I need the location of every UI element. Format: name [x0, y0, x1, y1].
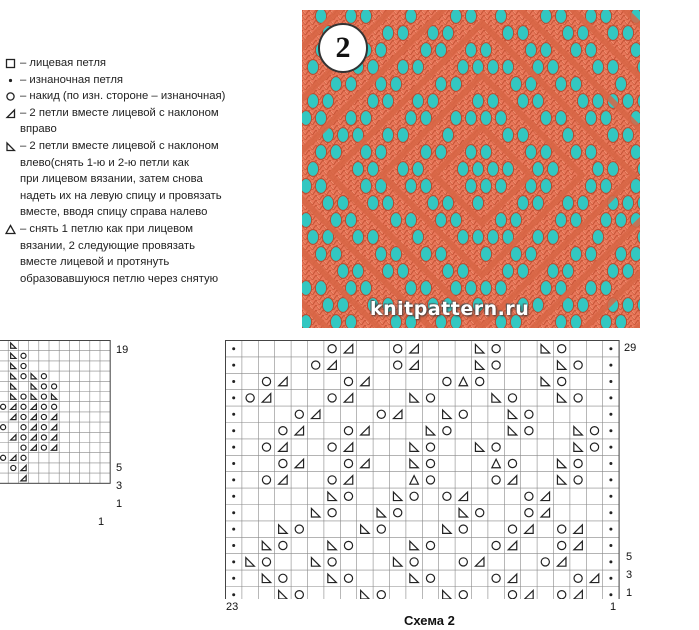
yarn-over-symbol	[525, 492, 533, 500]
k2tog-right-symbol	[344, 476, 353, 485]
small-chart-stitch-1: 1	[98, 516, 105, 528]
yarn-over-symbol	[295, 410, 303, 418]
k2tog-left-symbol	[475, 443, 484, 452]
purl-symbol	[609, 396, 612, 399]
yarn-over-symbol	[508, 394, 516, 402]
k2tog-left-symbol	[557, 394, 566, 403]
k2tog-right-symbol	[11, 414, 16, 419]
yarn-over-symbol	[525, 427, 533, 435]
k2tog-left-symbol	[410, 459, 419, 468]
k2tog-right-symbol	[541, 508, 550, 517]
k2tog-right-symbol	[51, 435, 56, 440]
k2tog-left-symbol	[541, 377, 550, 386]
small-chart-row-19: 19	[116, 344, 129, 356]
purl-symbol	[609, 364, 612, 367]
yarn-over-symbol	[492, 443, 500, 451]
purl-symbol	[232, 396, 235, 399]
yarn-over-symbol	[426, 541, 434, 549]
k2tog-left-symbol	[11, 394, 16, 399]
k2tog-left-symbol	[311, 508, 320, 517]
k2tog-right-symbol	[525, 525, 534, 534]
legend-text: – изнаночная петля	[20, 73, 124, 86]
yarn-over-symbol	[410, 558, 418, 566]
legend-text: – 2 петли вместе лицевой с наклоном вправо	[20, 106, 219, 136]
k2tog-right-symbol	[410, 344, 419, 353]
yarn-over-symbol	[262, 476, 270, 484]
purl-symbol	[609, 528, 612, 531]
k2tog-left-symbol	[557, 459, 566, 468]
k2tog-left-symbol	[377, 508, 386, 517]
yarn-over-symbol	[590, 443, 598, 451]
purl-symbol	[232, 544, 235, 547]
yarn-over-symbol	[52, 404, 57, 409]
k2tog-left-symbol	[11, 374, 16, 379]
purl-symbol	[609, 380, 612, 383]
k2tog-right-symbol	[279, 443, 288, 452]
k2tog-right-symbol	[459, 492, 468, 501]
yarn-over-symbol	[492, 574, 500, 582]
yarn-over-symbol	[21, 445, 26, 450]
k2tog-left-symbol	[328, 541, 337, 550]
k2tog-left-symbol	[11, 343, 16, 348]
yarn-over-symbol	[410, 492, 418, 500]
k2tog-right-symbol	[508, 541, 517, 550]
k2tog-left-symbol	[443, 410, 452, 419]
yarn-over-icon	[4, 88, 17, 102]
k2tog-right-symbol	[31, 404, 36, 409]
main-chart-row-3: 3	[626, 569, 633, 581]
yarn-over-symbol	[279, 427, 287, 435]
yarn-over-symbol	[492, 345, 500, 353]
yarn-over-symbol	[443, 492, 451, 500]
yarn-over-symbol	[508, 525, 516, 533]
legend-item	[4, 72, 294, 89]
purl-symbol	[232, 347, 235, 350]
k2tog-right-symbol	[31, 425, 36, 430]
legend-item	[4, 105, 294, 138]
k2tog-left-symbol	[31, 374, 36, 379]
yarn-over-symbol	[41, 425, 46, 430]
double-decrease-symbol	[410, 476, 419, 485]
k2tog-right-symbol	[344, 344, 353, 353]
yarn-over-symbol	[41, 404, 46, 409]
k2tog-left-symbol	[410, 443, 419, 452]
k2tog-right-symbol	[11, 404, 16, 409]
purl-symbol	[232, 593, 235, 596]
yarn-over-symbol	[41, 394, 46, 399]
purl-symbol	[609, 511, 612, 514]
yarn-over-symbol	[1, 425, 6, 430]
k2tog-left-symbol	[31, 394, 36, 399]
yarn-over-symbol	[525, 509, 533, 517]
yarn-over-symbol	[476, 509, 484, 517]
small-chart-row-1: 1	[116, 498, 123, 510]
yarn-over-symbol	[541, 558, 549, 566]
k2tog-right-symbol	[590, 574, 599, 583]
k2tog-right-symbol	[557, 558, 566, 567]
yarn-over-symbol	[558, 525, 566, 533]
k2tog-left-symbol	[541, 344, 550, 353]
k2tog-right-symbol	[31, 445, 36, 450]
yarn-over-symbol	[377, 410, 385, 418]
yarn-over-symbol	[312, 361, 320, 369]
k2tog-left-symbol	[410, 574, 419, 583]
yarn-over-symbol	[558, 345, 566, 353]
legend-item	[4, 138, 294, 221]
yarn-over-symbol	[21, 353, 26, 358]
yarn-over-symbol	[328, 558, 336, 566]
photo-number-badge: 2	[318, 23, 368, 73]
k2tog-left-symbol	[574, 426, 583, 435]
yarn-over-symbol	[262, 443, 270, 451]
yarn-over-symbol	[21, 374, 26, 379]
chart-caption: Схема 2	[404, 613, 455, 628]
purl-symbol	[609, 446, 612, 449]
small-chart-row-3: 3	[116, 480, 123, 492]
yarn-over-symbol	[295, 525, 303, 533]
yarn-over-symbol	[574, 394, 582, 402]
k2tog-right-symbol	[295, 426, 304, 435]
purl-symbol	[232, 495, 235, 498]
k2tog-right-symbol	[262, 394, 271, 403]
yarn-over-symbol	[21, 414, 26, 419]
k2tog-left-symbol	[574, 443, 583, 452]
yarn-over-symbol	[246, 394, 254, 402]
yarn-over-symbol	[21, 394, 26, 399]
yarn-over-symbol	[279, 541, 287, 549]
yarn-over-symbol	[394, 361, 402, 369]
main-chart-row-5: 5	[626, 551, 633, 563]
yarn-over-symbol	[574, 459, 582, 467]
yarn-over-symbol	[279, 459, 287, 467]
k2tog-left-symbol	[328, 492, 337, 501]
k2tog-right-symbol	[51, 414, 56, 419]
legend-text: – снять 1 петлю как при лицевом вязании, 2 следующие провязать вместе лицевой и протянуть образовавшуюся петлю через снятую	[20, 222, 219, 285]
yarn-over-symbol	[574, 361, 582, 369]
yarn-over-symbol	[377, 525, 385, 533]
k2tog-right-symbol	[361, 426, 370, 435]
yarn-over-symbol	[344, 574, 352, 582]
k2tog-right-symbol	[574, 525, 583, 534]
k2tog-left-symbol	[11, 363, 16, 368]
legend-text: – накид (по изн. стороне – изнаночная)	[20, 90, 226, 103]
k2tog-left-symbol	[508, 410, 517, 419]
yarn-over-symbol	[41, 374, 46, 379]
k2tog-left-symbol	[410, 541, 419, 550]
purl-symbol	[232, 478, 235, 481]
double-decrease-symbol	[492, 459, 501, 468]
k2tog-left-symbol	[557, 361, 566, 370]
yarn-over-symbol	[328, 509, 336, 517]
double-decrease-symbol	[459, 377, 468, 386]
purl-symbol	[609, 560, 612, 563]
yarn-over-symbol	[21, 425, 26, 430]
yarn-over-symbol	[262, 558, 270, 566]
purl-symbol	[232, 511, 235, 514]
k2tog-left-symbol	[279, 525, 288, 534]
purl-symbol	[609, 544, 612, 547]
purl-symbol	[609, 495, 612, 498]
k2tog-right-symbol	[31, 435, 36, 440]
legend-text: – лицевая петля	[20, 57, 107, 69]
k2tog-right-symbol	[279, 476, 288, 485]
k2tog-right-symbol	[361, 377, 370, 386]
yarn-over-symbol	[558, 591, 566, 599]
purl-symbol	[232, 413, 235, 416]
purl-symbol	[232, 429, 235, 432]
yarn-over-symbol	[459, 558, 467, 566]
yarn-over-symbol	[344, 541, 352, 549]
yarn-over-symbol	[426, 394, 434, 402]
yarn-over-symbol	[394, 509, 402, 517]
purl-symbol	[609, 478, 612, 481]
yarn-over-symbol	[262, 377, 270, 385]
purl-symbol	[232, 462, 235, 465]
yarn-over-symbol	[1, 404, 6, 409]
k2tog-right-symbol	[279, 377, 288, 386]
yarn-over-symbol	[492, 476, 500, 484]
k2tog-left-symbol	[11, 353, 16, 358]
main-knitting-chart	[225, 340, 620, 599]
yarn-over-symbol	[508, 459, 516, 467]
k2tog-right-symbol	[11, 455, 16, 460]
yarn-over-symbol	[21, 435, 26, 440]
yarn-over-symbol	[574, 574, 582, 582]
yarn-over-symbol	[558, 541, 566, 549]
yarn-over-symbol	[328, 345, 336, 353]
main-chart-stitch-1: 1	[610, 601, 617, 613]
legend-item	[4, 55, 294, 72]
legend-item	[4, 221, 294, 287]
yarn-over-symbol	[459, 410, 467, 418]
k2tog-right-symbol	[574, 590, 583, 599]
k2tog-left-symbol	[262, 574, 271, 583]
purl-symbol	[609, 462, 612, 465]
yarn-over-symbol	[328, 476, 336, 484]
k2tog-right-icon	[4, 105, 17, 119]
purl-symbol	[609, 593, 612, 596]
yarn-over-symbol	[328, 443, 336, 451]
k2tog-right-symbol	[21, 465, 26, 470]
k2tog-right-symbol	[410, 361, 419, 370]
symbol-legend	[4, 55, 294, 287]
k2tog-left-symbol	[11, 384, 16, 389]
yarn-over-symbol	[41, 384, 46, 389]
yarn-over-symbol	[459, 591, 467, 599]
yarn-over-symbol	[52, 384, 57, 389]
yarn-over-symbol	[279, 574, 287, 582]
yarn-over-symbol	[492, 361, 500, 369]
k2tog-left-symbol	[51, 394, 56, 399]
k2tog-left-symbol	[361, 590, 370, 599]
purl-symbol	[609, 413, 612, 416]
purl-stitch-icon	[4, 72, 17, 86]
yarn-over-symbol	[41, 445, 46, 450]
yarn-over-symbol	[508, 591, 516, 599]
k2tog-left-symbol	[361, 525, 370, 534]
k2tog-left-symbol	[410, 394, 419, 403]
yarn-over-symbol	[459, 525, 467, 533]
k2tog-left-symbol	[262, 541, 271, 550]
k2tog-right-symbol	[344, 443, 353, 452]
k2tog-left-symbol	[31, 384, 36, 389]
yarn-over-symbol	[426, 476, 434, 484]
yarn-over-symbol	[443, 377, 451, 385]
k2tog-right-symbol	[51, 445, 56, 450]
k2tog-left-symbol	[246, 558, 255, 567]
purl-symbol	[232, 380, 235, 383]
yarn-over-symbol	[426, 459, 434, 467]
k2tog-right-symbol	[508, 574, 517, 583]
yarn-over-symbol	[1, 455, 6, 460]
yarn-over-symbol	[443, 427, 451, 435]
k2tog-right-symbol	[21, 476, 26, 481]
k2tog-left-symbol	[475, 344, 484, 353]
legend-text: – 2 петли вместе лицевой с наклоном влево(снять 1-ю и 2-ю петли как при лицевом вязании, затем снова надеть их на левую спицу и провязать вместе, вводя спицу справа налево	[20, 139, 222, 219]
k2tog-left-icon	[4, 138, 17, 152]
k2tog-right-symbol	[574, 541, 583, 550]
yarn-over-symbol	[525, 410, 533, 418]
yarn-over-symbol	[394, 345, 402, 353]
yarn-over-symbol	[328, 394, 336, 402]
yarn-over-symbol	[21, 363, 26, 368]
k2tog-right-symbol	[31, 414, 36, 419]
purl-symbol	[232, 364, 235, 367]
yarn-over-symbol	[344, 377, 352, 385]
purl-symbol	[232, 577, 235, 580]
k2tog-left-symbol	[426, 426, 435, 435]
k2tog-right-symbol	[361, 459, 370, 468]
knit-sample-photo	[302, 10, 640, 328]
k2tog-right-symbol	[328, 361, 337, 370]
k2tog-right-symbol	[525, 590, 534, 599]
yarn-over-symbol	[590, 427, 598, 435]
yarn-over-symbol	[492, 541, 500, 549]
watermark: knitpattern.ru	[370, 298, 530, 320]
k2tog-right-symbol	[311, 410, 320, 419]
yarn-over-symbol	[21, 455, 26, 460]
legend-item	[4, 88, 294, 105]
k2tog-left-symbol	[393, 558, 402, 567]
yarn-over-symbol	[41, 414, 46, 419]
k2tog-left-symbol	[557, 476, 566, 485]
k2tog-right-symbol	[51, 425, 56, 430]
purl-symbol	[232, 446, 235, 449]
yarn-over-symbol	[377, 591, 385, 599]
k2tog-right-symbol	[541, 492, 550, 501]
k2tog-right-symbol	[344, 394, 353, 403]
k2tog-left-symbol	[492, 394, 501, 403]
k2tog-right-symbol	[475, 558, 484, 567]
k2tog-right-symbol	[295, 459, 304, 468]
yarn-over-symbol	[476, 377, 484, 385]
yarn-over-symbol	[344, 459, 352, 467]
yarn-over-symbol	[344, 427, 352, 435]
k2tog-left-symbol	[279, 590, 288, 599]
double-decrease-icon	[4, 221, 17, 235]
small-chart-row-5: 5	[116, 462, 123, 474]
yarn-over-symbol	[41, 435, 46, 440]
main-chart-stitch-23: 23	[226, 601, 239, 613]
k2tog-left-symbol	[328, 574, 337, 583]
k2tog-left-symbol	[508, 426, 517, 435]
purl-symbol	[609, 429, 612, 432]
k2tog-left-symbol	[443, 590, 452, 599]
purl-symbol	[232, 560, 235, 563]
small-knitting-chart	[0, 340, 115, 536]
k2tog-right-symbol	[508, 476, 517, 485]
yarn-over-symbol	[11, 465, 16, 470]
k2tog-left-symbol	[443, 525, 452, 534]
purl-symbol	[609, 577, 612, 580]
yarn-over-symbol	[21, 404, 26, 409]
purl-symbol	[609, 347, 612, 350]
yarn-over-symbol	[426, 443, 434, 451]
k2tog-left-symbol	[475, 361, 484, 370]
main-chart-row-29: 29	[624, 342, 637, 354]
k2tog-right-symbol	[393, 410, 402, 419]
k2tog-left-symbol	[311, 558, 320, 567]
yarn-over-symbol	[574, 476, 582, 484]
yarn-over-symbol	[295, 591, 303, 599]
k2tog-left-symbol	[459, 508, 468, 517]
k2tog-left-symbol	[393, 492, 402, 501]
purl-symbol	[232, 528, 235, 531]
yarn-over-symbol	[344, 492, 352, 500]
yarn-over-symbol	[426, 574, 434, 582]
yarn-over-symbol	[558, 377, 566, 385]
k2tog-right-symbol	[11, 435, 16, 440]
knit-stitch-icon	[4, 55, 17, 69]
main-chart-row-1: 1	[626, 587, 633, 599]
